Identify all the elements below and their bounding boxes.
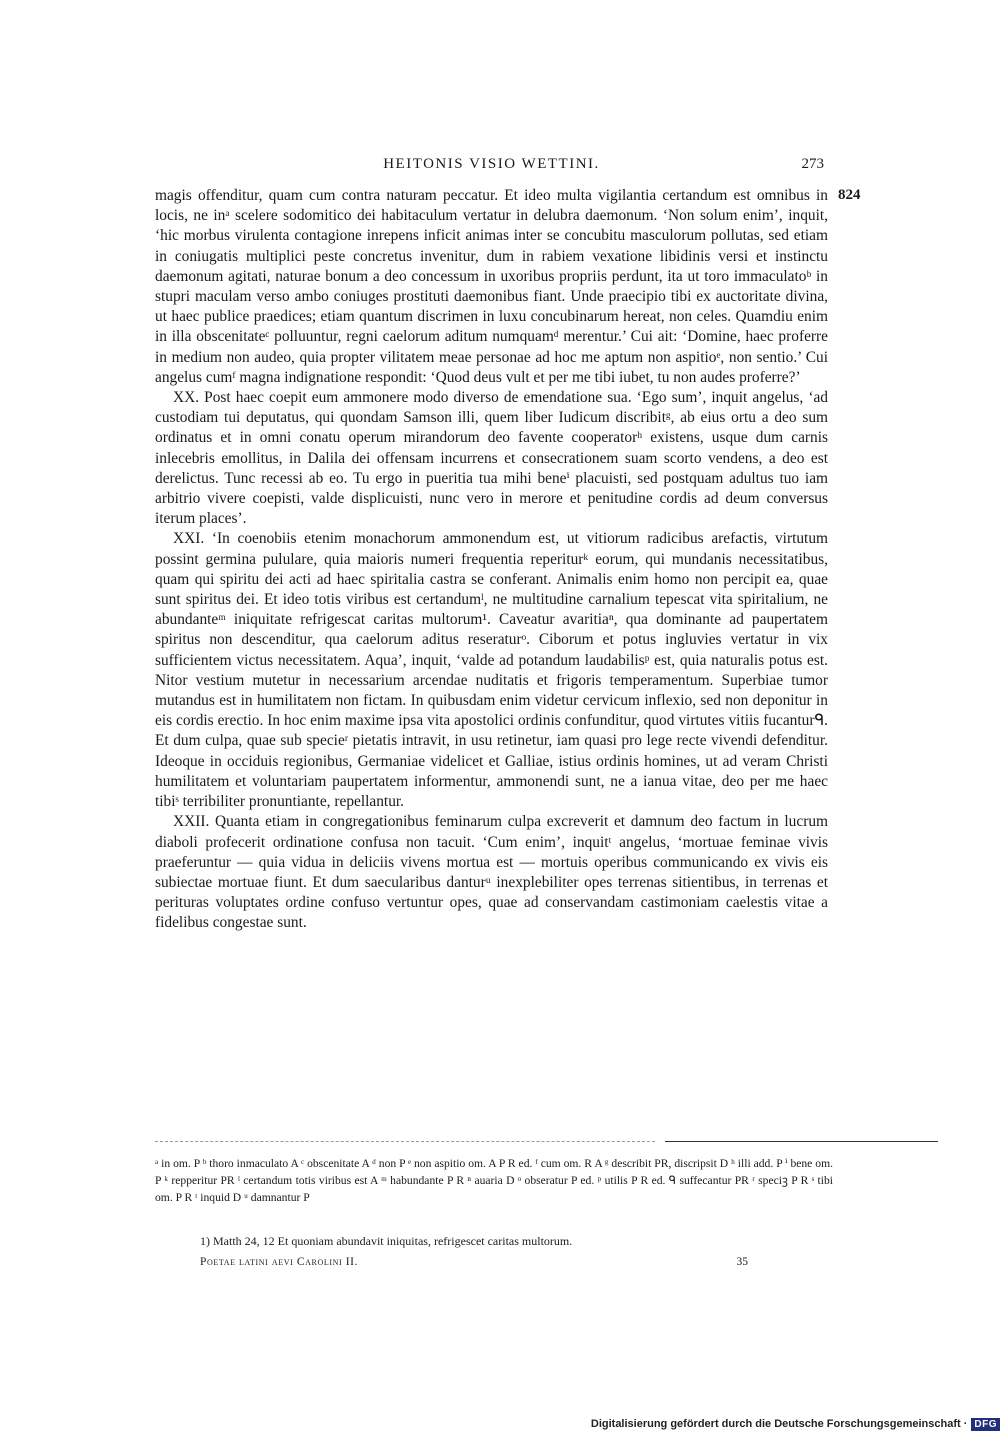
digitization-credit bbox=[591, 1414, 1000, 1434]
footnote-separator bbox=[155, 1139, 828, 1145]
critical-apparatus bbox=[155, 1155, 833, 1206]
paragraph-1: magis offenditur, quam cum contra naturam peccatur. Et ideo multa vigilantia certandum est omnibus in locis, ne inᵃ scelere sodomitico dei habitaculum vertatur in delubra daemonum. ‘Non solum enim’, inquit, ‘hic morbus virulenta contagione inrepens inficit animas inter se concubitu masculorum pollutas, sed etiam in coniugatis multiplici peste concretus invenitur, dum in rabiem vexatione libidinis versi et instinctu daemonum agitati, naturae bonum a deo concessum in uxoribus propriis perdunt, ita ut toro immaculatoᵇ in stupri maculam verso ambo coniuges prostituti daemonibus fiant. Unde praecipio tibi ex auctoritate divina, ut haec publice praedices; etiam quantum discrimen in luxu concubinarum hereat, non celes. Quamdiu enim in illa obscenitateᶜ polluuntur, regni caelorum aditum numquamᵈ merentur.’ Cui ait: ‘Domine, haec proferre in medium non audeo, quia propter vilitatem meae personae ad hoc me aptum non aspitioᵉ, non sentio.’ Cui angelus cumᶠ magna indignatione respondit: ‘Quod deus vult et per me tibi iubet, tu non audes proferre?’ bbox=[155, 187, 828, 386]
main-text bbox=[155, 186, 828, 934]
apparatus-text: ᵃ in om. P ᵇ thoro inmaculato A ᶜ obscenitate A ᵈ non P ᵉ non aspitio om. A P R ed. ᶠ cum om. R A ᵍ describit PR, discripsit D ʰ illi add. P ⁱ bene om. P ᵏ repperitur PR ˡ certandum totis viribus est A ᵐ habundante P R ⁿ auaria D ᵒ obseratur P ed. ᵖ utilis P R ed. ᑫ suffecantur PR ʳ speciꝫ P R ˢ tibi om. P R ᵗ inquid D ᵘ damnantur P bbox=[155, 1157, 833, 1204]
credit-text: Digitalisierung gefördert durch die Deutsche Forschungsgemeinschaft · bbox=[590, 1418, 968, 1430]
source-footnote: 1) Matth 24, 12 Et quoniam abundavit iniquitas, refrigescet caritas multorum. bbox=[200, 1234, 573, 1248]
dfg-logo-icon: DFG bbox=[971, 1418, 1000, 1431]
solid-rule bbox=[665, 1141, 938, 1142]
page-number: 273 bbox=[801, 156, 824, 172]
running-title: HEITONIS VISIO WETTINI. bbox=[383, 156, 600, 172]
page-header bbox=[155, 154, 828, 178]
dotted-rule bbox=[155, 1141, 655, 1142]
series-title: Poetae latini aevi Carolini II. bbox=[200, 1256, 359, 1268]
margin-number: 824 bbox=[838, 187, 861, 203]
paragraph-chapter-xx: XX. Post haec coepit eum ammonere modo diverso de emendatione sua. ‘Ego sum’, inquit angelus, ‘ad custodiam tui deputatus, qui quondam Samson illi, quem liber Iudicum discribitᵍ, ab eius ortu a deo sum ordinatus et in omni conatu operum mirandorum deo favente cooperatorʰ existens, usque dum carnis inlecebris emollitus, in Dalila dei offensam incurrens et consecrationem suam scorto vendens, a deo est derelictus. Tunc recessi ab eo. Tu ergo in pueritia tua mihi beneⁱ placuisti, sed postquam adultus tuo iam arbitrio vivere coepisti, valde displicuisti, nunc vero in merore et penitudine cordis ad deum conversus iterum places’. bbox=[155, 389, 828, 528]
paragraph-chapter-xxii: XXII. Quanta etiam in congregationibus feminarum culpa excreverit et damnum deo factum in lucrum diaboli profecerit ordinatione confusa non tacuit. ‘Cum enim’, inquitᵗ angelus, ‘mortuae feminae vivis praeferuntur — quia vidua in deliciis vivens mortua est — mortuis operibus communicando ex vivis eis subiectae mortuae fiunt. Et dum saecularibus danturᵘ inexplebiliter opes terrenas sitientibus, in terrenas et perituras voluptates ordine confuso vertuntur opes, quae ad conservandam castimoniam caelestis vitae a fidelibus congestae sunt. bbox=[155, 813, 828, 932]
page-footer bbox=[200, 1256, 748, 1276]
signature-mark: 35 bbox=[736, 1256, 748, 1268]
paragraph-chapter-xxi: XXI. ‘In coenobiis etenim monachorum ammonendum est, ut vitiorum radicibus arefactis, virtutum possint germina pululare, quia maioris numeri frequentia reperiturᵏ eorum, qui mundanis necessitatibus, quam qui spiritu dei acti ad haec spiritalia castra se conferant. Animalis enim homo non percipit ea, quae sunt spiritus dei. Et ideo totis viribus est certandumˡ, ne multitudine carnalium tepescat vita spiritalium, ne abundanteᵐ iniquitate refrigescat caritas multorum¹. Caveatur avaritiaⁿ, qua dominante ad paupertatem spiritus non descenditur, qua caelorum aditus reseraturᵒ. Ciborum et potus ingluvies vertatur in vix sufficientem victus necessitatem. Aqua’, inquit, ‘valde ad potandum laudabilisᵖ est, quia naturalis potus est. Nitor vestium mutetur in necessarium arcendae nuditatis et frigoris temperamentum. Superbiae tumor mutandus est in humilitatem non fictam. In quibusdam enim videtur cervicum inflexio, sed non deponitur in eis cordis erectio. In hoc enim maxime ipsa vita apostolici ordinis confunditur, quod virtutes vitiis fucanturᑫ. Et dum culpa, quae sub specieʳ pietatis intravit, in usu retinetur, iam quasi pro lege recte vivendi defenditur. Ideoque in occiduis regionibus, Germaniae videlicet et Galliae, istius ordinis homines, ut ad veram Christi humilitatem et voluntariam paupertatem informentur, ammonendi sunt, ne a ianua vitae, deo per me haec tibiˢ terribiliter pronuntiante, repellantur. bbox=[155, 530, 828, 811]
